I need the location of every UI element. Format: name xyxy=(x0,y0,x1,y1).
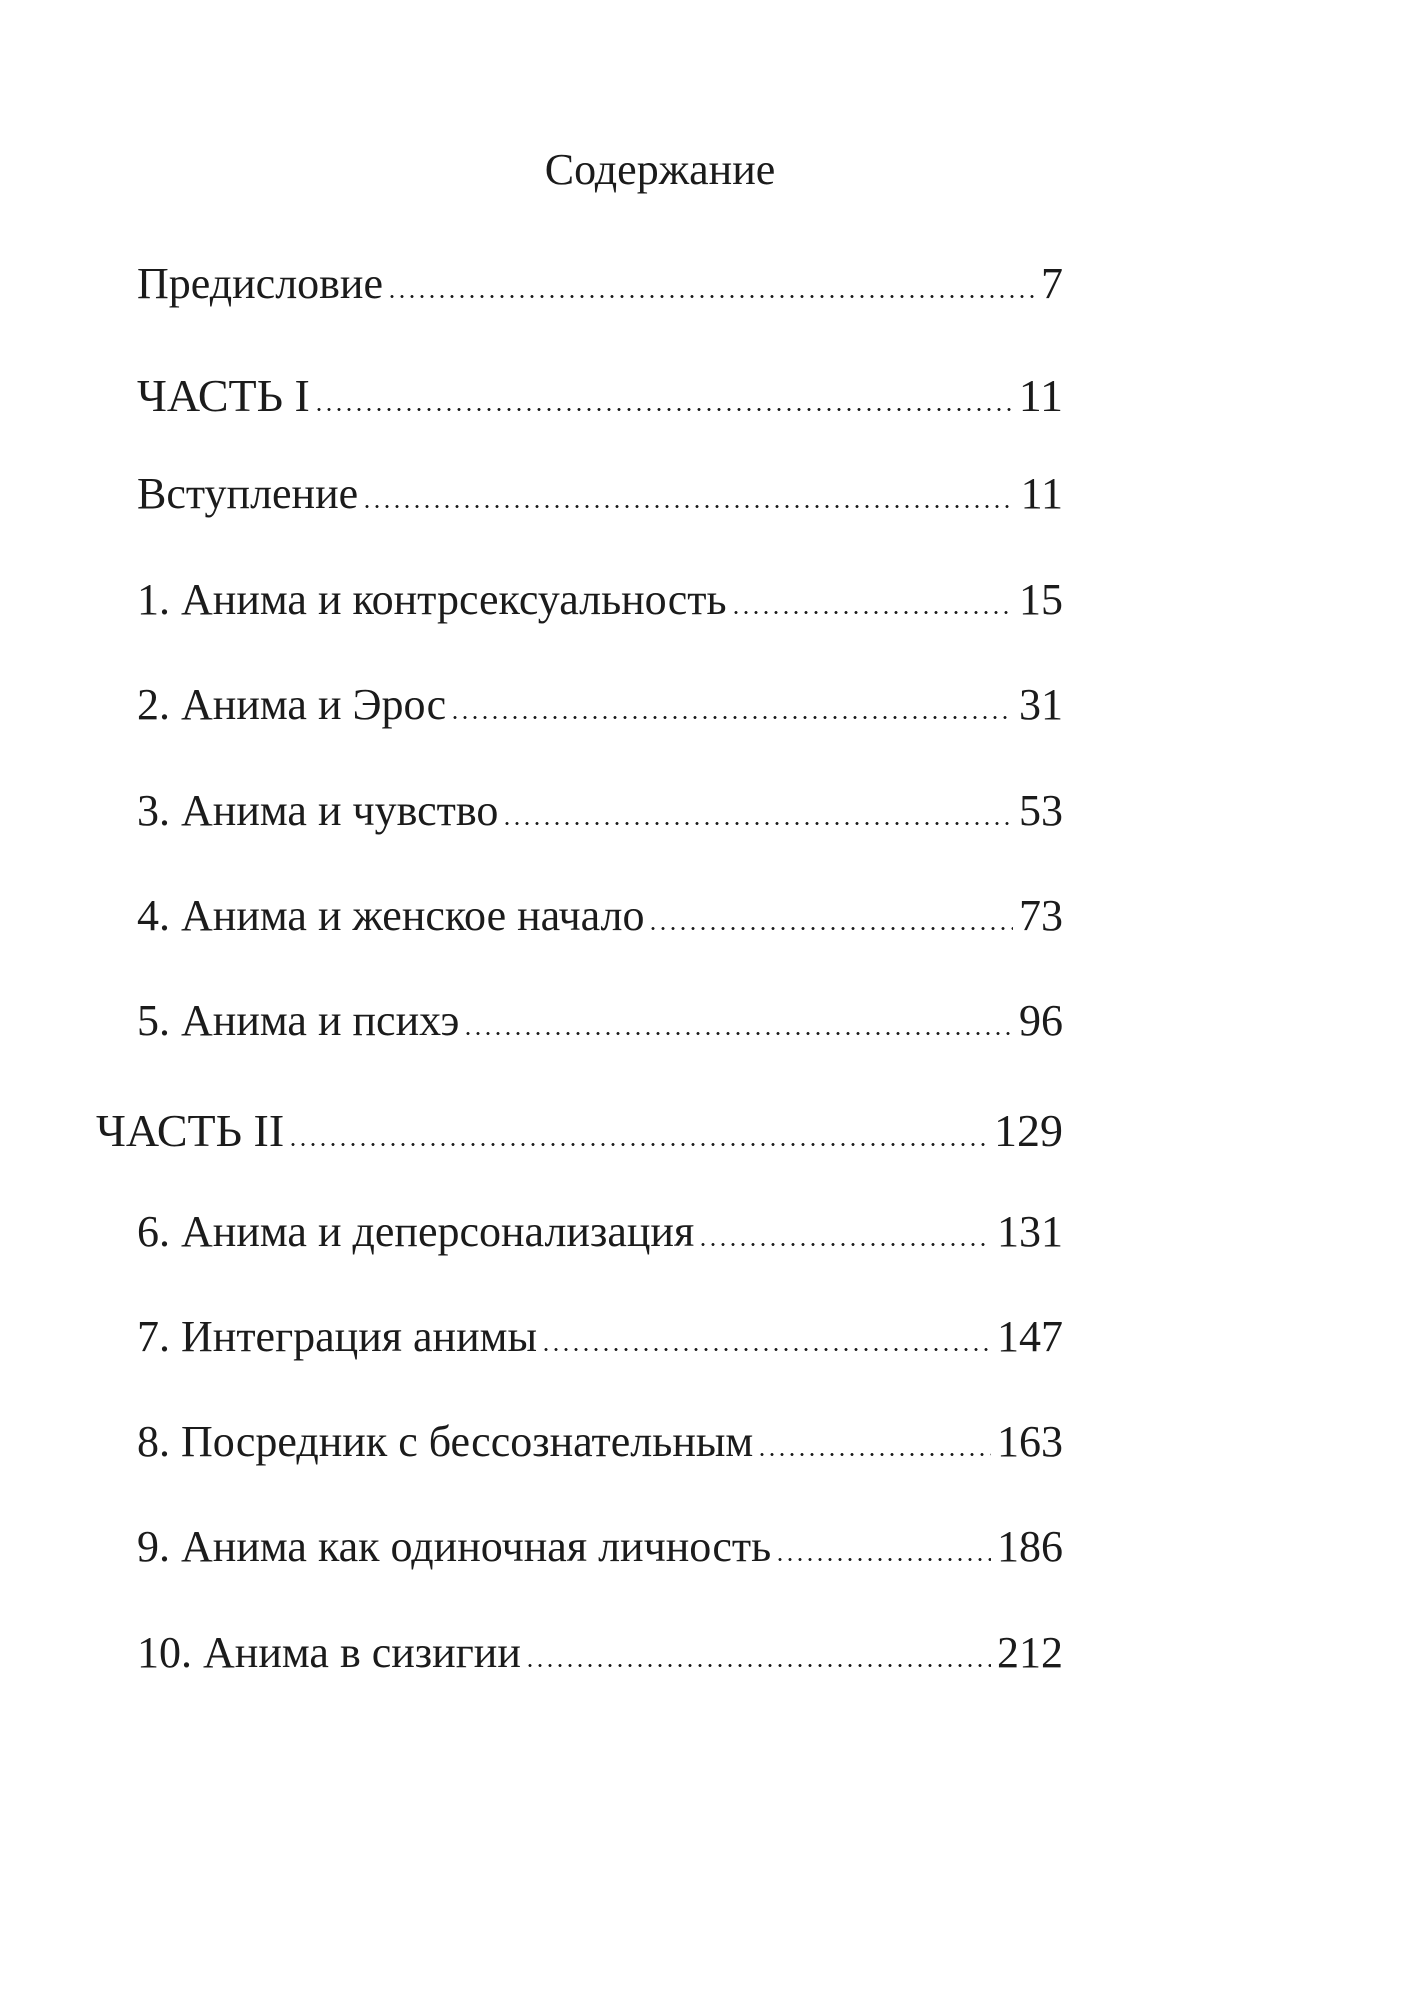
dot-leader xyxy=(450,716,1013,719)
dot-leader xyxy=(502,822,1013,825)
dot-leader xyxy=(288,1143,988,1146)
toc-entry-chapter-3[interactable] xyxy=(137,786,1063,835)
toc-entry-page: 11 xyxy=(1020,469,1063,518)
dot-leader xyxy=(698,1243,991,1246)
dot-leader xyxy=(362,505,1014,508)
toc-entry-chapter-2[interactable] xyxy=(137,680,1063,729)
toc-entry-label: 1. Анима и контрсексуальность xyxy=(137,575,727,624)
toc-entry-label: 2. Анима и Эрос xyxy=(137,680,447,729)
dot-leader xyxy=(731,611,1013,614)
toc-entry-chapter-7[interactable] xyxy=(137,1312,1063,1361)
toc-entry-page: 147 xyxy=(997,1312,1063,1361)
toc-entry-page: 73 xyxy=(1019,891,1063,940)
toc-entry-label: 8. Посредник с бессознательным xyxy=(137,1417,754,1466)
toc-entry-chapter-6[interactable] xyxy=(137,1207,1063,1256)
toc-entry-chapter-4[interactable] xyxy=(137,891,1063,940)
toc-entry-chapter-1[interactable] xyxy=(137,575,1063,624)
dot-leader xyxy=(463,1032,1013,1035)
toc-entry-label: 10. Анима в сизигии xyxy=(137,1628,521,1677)
toc-entry-label: 7. Интеграция анимы xyxy=(137,1312,538,1361)
toc-entry-label: ЧАСТЬ I xyxy=(137,370,310,421)
toc-entry-introduction[interactable] xyxy=(137,469,1063,518)
toc-entry-chapter-5[interactable] xyxy=(137,996,1063,1045)
toc-entry-chapter-10[interactable] xyxy=(137,1628,1063,1677)
toc-entry-page: 96 xyxy=(1019,996,1063,1045)
toc-title: Содержание xyxy=(544,145,776,194)
toc-entry-page: 131 xyxy=(997,1207,1063,1256)
toc-entry-part-2[interactable] xyxy=(96,1105,1063,1156)
dot-leader xyxy=(525,1664,991,1667)
toc-entry-page: 129 xyxy=(994,1105,1063,1156)
toc-entry-label: ЧАСТЬ II xyxy=(96,1105,285,1156)
toc-entry-page: 15 xyxy=(1019,575,1063,624)
toc-entry-page: 31 xyxy=(1019,680,1063,729)
toc-entry-part-1[interactable] xyxy=(137,370,1063,421)
dot-leader xyxy=(648,927,1013,930)
toc-entry-page: 53 xyxy=(1019,786,1063,835)
toc-entry-chapter-8[interactable] xyxy=(137,1417,1063,1466)
toc-entry-label: 3. Анима и чувство xyxy=(137,786,499,835)
toc-entry-label: 4. Анима и женское начало xyxy=(137,891,645,940)
toc-entry-preface[interactable] xyxy=(137,259,1063,308)
toc-entry-label: 6. Анима и деперсонализация xyxy=(137,1207,695,1256)
toc-entry-page: 11 xyxy=(1018,370,1063,421)
toc-entry-label: Предисловие xyxy=(137,259,383,308)
toc-entry-page: 7 xyxy=(1041,259,1063,308)
toc-entry-label: 9. Анима как одиночная личность xyxy=(137,1522,772,1571)
dot-leader xyxy=(775,1558,991,1561)
dot-leader xyxy=(541,1348,991,1351)
toc-entry-label: Вступление xyxy=(137,469,359,518)
toc-entry-page: 186 xyxy=(997,1522,1063,1571)
toc-entry-page: 163 xyxy=(997,1417,1063,1466)
toc-entry-chapter-9[interactable] xyxy=(137,1522,1063,1571)
toc-entry-label: 5. Анима и психэ xyxy=(137,996,460,1045)
toc-entry-page: 212 xyxy=(997,1628,1063,1677)
dot-leader xyxy=(757,1453,991,1456)
dot-leader xyxy=(387,295,1035,298)
dot-leader xyxy=(314,408,1013,411)
